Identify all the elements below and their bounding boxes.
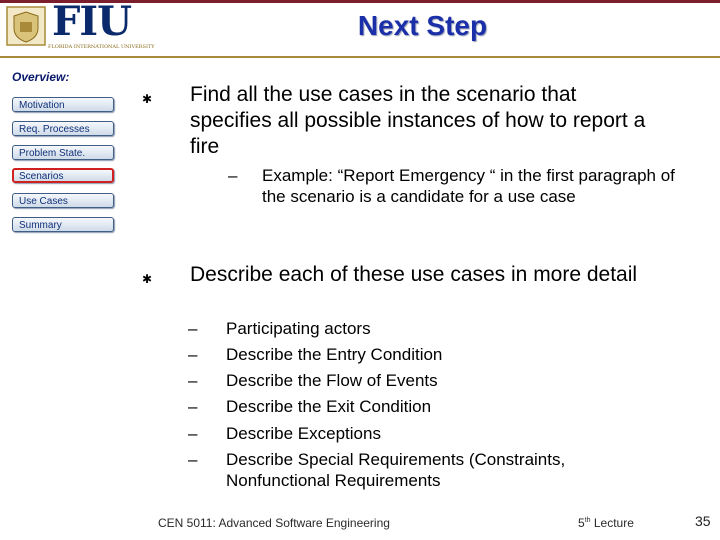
bullet-star-icon: ✱	[142, 272, 153, 286]
sub-item-text: Describe the Flow of Events	[226, 371, 438, 390]
sidebar-item-motivation[interactable]: Motivation	[12, 97, 114, 112]
lecture-ordinal: th	[584, 517, 591, 524]
page-number: 35	[695, 513, 711, 529]
dash-marker: –	[188, 397, 198, 416]
sub-item-text: Describe the Exit Condition	[226, 397, 432, 416]
lecture-word: Lecture	[590, 516, 634, 530]
sidebar-item-summary[interactable]: Summary	[12, 217, 114, 232]
sidebar-item-problem-statement[interactable]: Problem State.	[12, 145, 114, 160]
footer-lecture	[578, 516, 634, 530]
bullet-2-text: Describe each of these use cases in more detail	[190, 263, 638, 286]
logo-subtext: FLORIDA INTERNATIONAL UNIVERSITY	[48, 44, 155, 50]
sub-item-text: Participating actors	[226, 319, 371, 338]
dash-marker: –	[188, 450, 198, 469]
dash-marker: –	[188, 371, 198, 390]
sub-item-text: Describe Exceptions	[226, 424, 381, 443]
dash-marker: –	[188, 424, 198, 443]
dash-marker: –	[188, 345, 198, 364]
sidebar-item-scenarios[interactable]: Scenarios	[12, 168, 114, 183]
sidebar-item-use-cases[interactable]: Use Cases	[12, 193, 114, 208]
overview-label: Overview:	[12, 70, 70, 84]
dash-marker: –	[228, 166, 238, 185]
lecture-number: 5	[578, 516, 585, 530]
bullet-star-icon: ✱	[142, 92, 153, 106]
overview-sidebar	[0, 58, 126, 540]
sub-item-text: Describe Special Requirements (Constraints, Nonfunctional Requirements	[226, 450, 566, 490]
dash-marker: –	[188, 319, 198, 338]
sidebar-item-req-processes[interactable]: Req. Processes	[12, 121, 114, 136]
logo-wordmark: FIU	[52, 0, 131, 45]
sub-item-text: Describe the Entry Condition	[226, 345, 443, 364]
slide-title: Next Step	[357, 10, 488, 41]
bullet-1-sub-text: Example: “Report Emergency “ in the first paragraph of the scenario is a candidate for a use case	[262, 166, 675, 206]
footer-course: CEN 5011: Advanced Software Engineering	[158, 516, 390, 530]
bullet-1-text: Find all the use cases in the scenario that specifies all possible instances of how to report a fire	[190, 83, 646, 158]
